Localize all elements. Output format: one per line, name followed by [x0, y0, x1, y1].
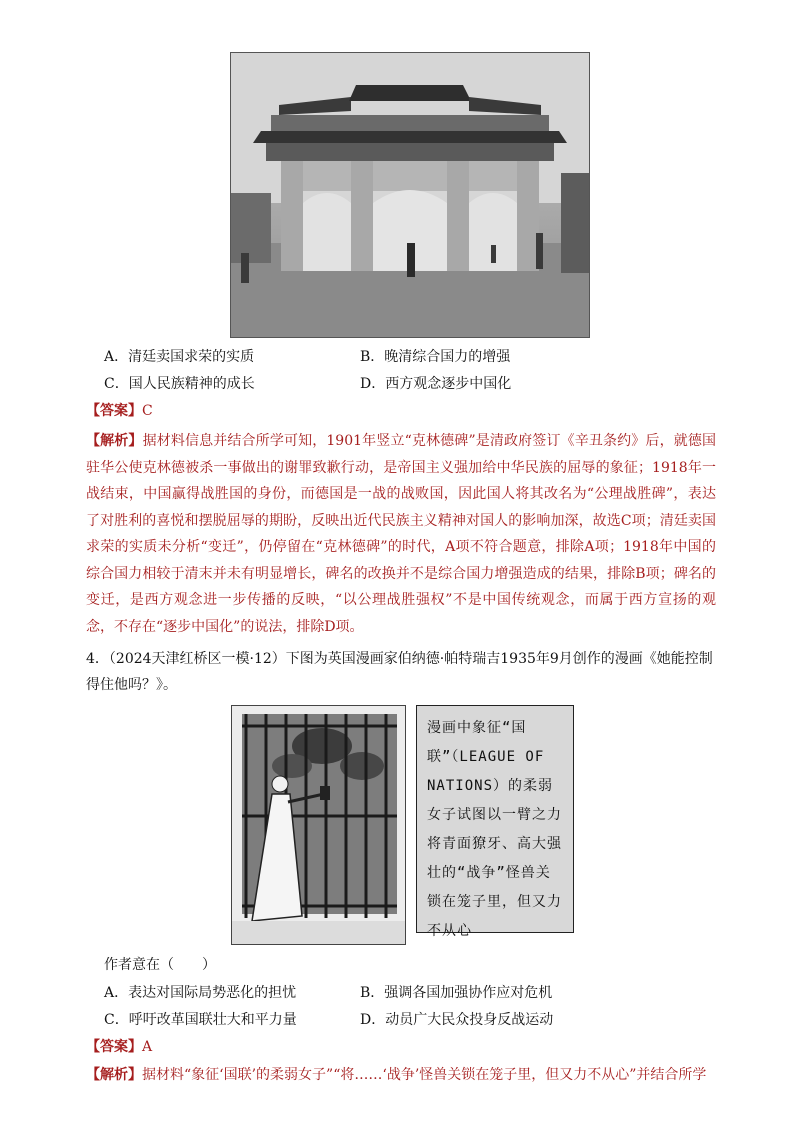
league-cartoon-image: [231, 705, 406, 945]
q4-option-c: C．呼吁改革国联壮大和平力量: [104, 1012, 297, 1028]
q4-answer: [86, 1037, 152, 1057]
q3-analysis-tag: 【解析】: [86, 433, 143, 449]
q4-option-a: A．表达对国际局势恶化的担忧: [104, 985, 297, 1001]
q3-answer: [86, 401, 153, 421]
cartoon-caption-box: 漫画中象征“国联”（LEAGUE OF NATIONS）的柔弱女子试图以一臂之力将青面獠牙、高大强壮的“战争”怪兽关锁在笼子里，但又力不从心: [416, 705, 574, 933]
q3-option-d: D．西方观念逐步中国化: [360, 376, 512, 392]
q3-option-c: C．国人民族精神的成长: [104, 376, 255, 392]
q3-answer-value: C: [142, 403, 153, 419]
q4-analysis-tag: 【解析】: [86, 1067, 142, 1083]
q4-analysis: [86, 1064, 726, 1086]
q4-option-b: B．强调各国加强协作应对危机: [360, 985, 553, 1001]
q3-analysis: [86, 428, 716, 640]
q4-prompt: 作者意在（ ）: [104, 957, 216, 973]
q4-option-d: D．动员广大民众投身反战运动: [360, 1012, 554, 1028]
q3-answer-tag: 【答案】: [86, 403, 142, 419]
q4-answer-tag: 【答案】: [86, 1039, 142, 1055]
q4-stem: 4．（2024天津红桥区一模·12）下图为英国漫画家伯纳德·帕特瑞吉1935年9月创作的漫画《她能控制得住他吗？》。: [86, 651, 713, 693]
q3-analysis-text: 据材料信息并结合所学可知，1901年竖立“克林德碑”是清政府签订《辛丑条约》后，就德国驻华公使克林德被杀一事做出的谢罪致歉行动，是帝国主义强加给中华民族的屈辱的象征；1918年一战结束，中国赢得战胜国的身份，而德国是一战的战败国，因此国人将其改名为“公理战胜碑”，表达了对胜利的喜悦和摆脱屈辱的期盼，反映出近代民族主义精神对国人的影响加深，故选C项；清廷卖国求荣的实质未分析“变迁”，仍停留在“克林德碑”的时代，A项不符合题意，排除A项；1918年中国的综合国力相较于清末并未有明显增长，碑名的改换并不是综合国力增强造成的结果，排除B项；碑名的变迁，是西方观念进一步传播的反映，“以公理战胜强权”不是中国传统观念，而属于西方宣扬的观念，不存在“逐步中国化”的说法，排除D项。: [86, 433, 716, 635]
q4-analysis-text: 据材料“象征‘国联’的柔弱女子”“将……‘战争’怪兽关锁在笼子里，但又力不从心”并结合所学: [142, 1067, 707, 1083]
q4-answer-value: A: [142, 1039, 153, 1055]
memorial-archway-photo: [230, 52, 590, 338]
q3-option-b: B．晚清综合国力的增强: [360, 349, 511, 365]
q3-option-a: A．清廷卖国求荣的实质: [104, 349, 255, 365]
